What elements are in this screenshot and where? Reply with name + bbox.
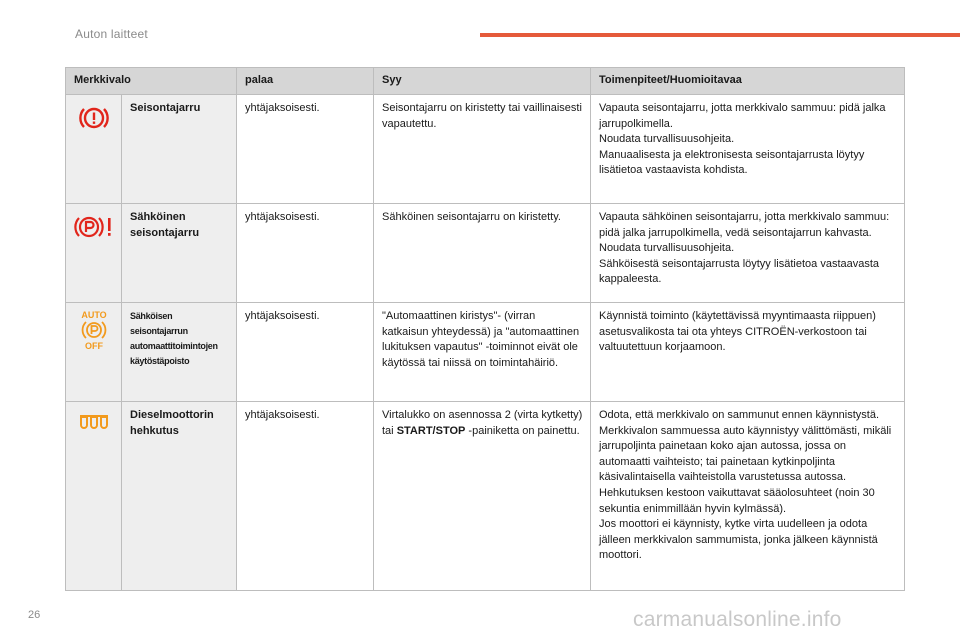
lamp-cause xyxy=(374,402,591,591)
key-separator: / xyxy=(432,424,436,437)
table-row xyxy=(66,204,905,303)
lamp-state: yhtäjaksoisesti. xyxy=(237,204,374,303)
lamp-action: Odota, että merkkivalo on sammunut ennen käynnistystä. Merkkivalon sammuessa auto käynnistyy välittömästi, mikäli jarrupoljinta painetaan koko ajan autossa, jossa on automaatti vaihteisto; tai painetaan kytkinpoljinta käsivalintaisella vaihteistolla varustetussa autossa. Hehkutuksen kestoon vaikuttavat sääolosuhteet (noin 30 sekuntia enimmillään hyvin kylmässä). Jos moottori ei käynnisty, kytke virta uudelleen ja odota jälleen merkkivalon sammumista, jonka jälkeen käynnistä moottori. xyxy=(591,402,905,591)
lamp-action: Vapauta seisontajarru, jotta merkkivalo sammuu: pidä jalka jarrupolkimella. Noudata turvallisuusohjeita. Manuaalisesta ja elektronisesta seisontajarrusta löytyy lisätietoa vastaavista kohdista. xyxy=(591,95,905,204)
brake-warning-icon xyxy=(77,105,111,137)
lamp-action: Käynnistä toiminto (käytettävissä myyntimaasta riippuen) asetusvalikosta tai ota yhteys CITROËN-verkostoon tai valtuutettuun korjaamoon. xyxy=(591,303,905,402)
auto-p-off-icon xyxy=(77,309,111,357)
column-header-state: palaa xyxy=(237,68,374,95)
lamp-state: yhtäjaksoisesti. xyxy=(237,303,374,402)
table-header-row xyxy=(66,68,905,95)
start-key-label: START xyxy=(396,424,433,437)
lamp-cause: Sähköinen seisontajarru on kiristetty. xyxy=(374,204,591,303)
electric-parking-brake-icon xyxy=(72,214,116,246)
lamp-name: Sähköinen seisontajarru xyxy=(122,204,237,303)
lamp-cause: Seisontajarru on kiristetty tai vaillinaisesti vapautettu. xyxy=(374,95,591,204)
cause-text-end: -painiketta on painettu. xyxy=(465,424,580,437)
lamp-action: Vapauta sähköinen seisontajarru, jotta merkkivalo sammuu: pidä jalka jarrupolkimella, vedä seisontajarrun kahvasta. Noudata turvallisuusohjeita. Sähköisestä seisontajarrusta löytyy lisätietoa vastaavasta kappaleesta. xyxy=(591,204,905,303)
accent-bar xyxy=(480,33,960,37)
lamp-name: Seisontajarru xyxy=(122,95,237,204)
column-header-lamp: Merkkivalo xyxy=(66,68,237,95)
section-title: Auton laitteet xyxy=(75,27,148,41)
lamp-state: yhtäjaksoisesti. xyxy=(237,95,374,204)
auto-label: AUTO xyxy=(80,310,107,320)
glow-plug-icon xyxy=(79,414,109,438)
column-header-cause: Syy xyxy=(374,68,591,95)
lamp-state: yhtäjaksoisesti. xyxy=(237,402,374,591)
table-row xyxy=(66,303,905,402)
watermark: carmanualsonline.info xyxy=(633,608,842,631)
column-header-action: Toimenpiteet/Huomioitavaa xyxy=(591,68,905,95)
table-row xyxy=(66,95,905,204)
lamp-name: Sähköisen seisontajarrun automaattitoimintojen käytöstäpoisto xyxy=(122,303,237,402)
cause-text: Virtalukko on asennossa 2 (virta kytketty) tai xyxy=(382,409,583,437)
stop-key-label: STOP xyxy=(435,424,466,437)
table-row xyxy=(66,402,905,591)
off-label: OFF xyxy=(84,341,103,351)
warning-lamp-table xyxy=(65,67,905,591)
lamp-cause: "Automaattinen kiristys"- (virran katkaisun yhteydessä) ja "automaattinen lukituksen vapautus" -toiminnot eivät ole käytössä tai niissä on toimintahäiriö. xyxy=(374,303,591,402)
lamp-name: Dieselmoottorin hehkutus xyxy=(122,402,237,591)
page-number: 26 xyxy=(28,609,41,621)
